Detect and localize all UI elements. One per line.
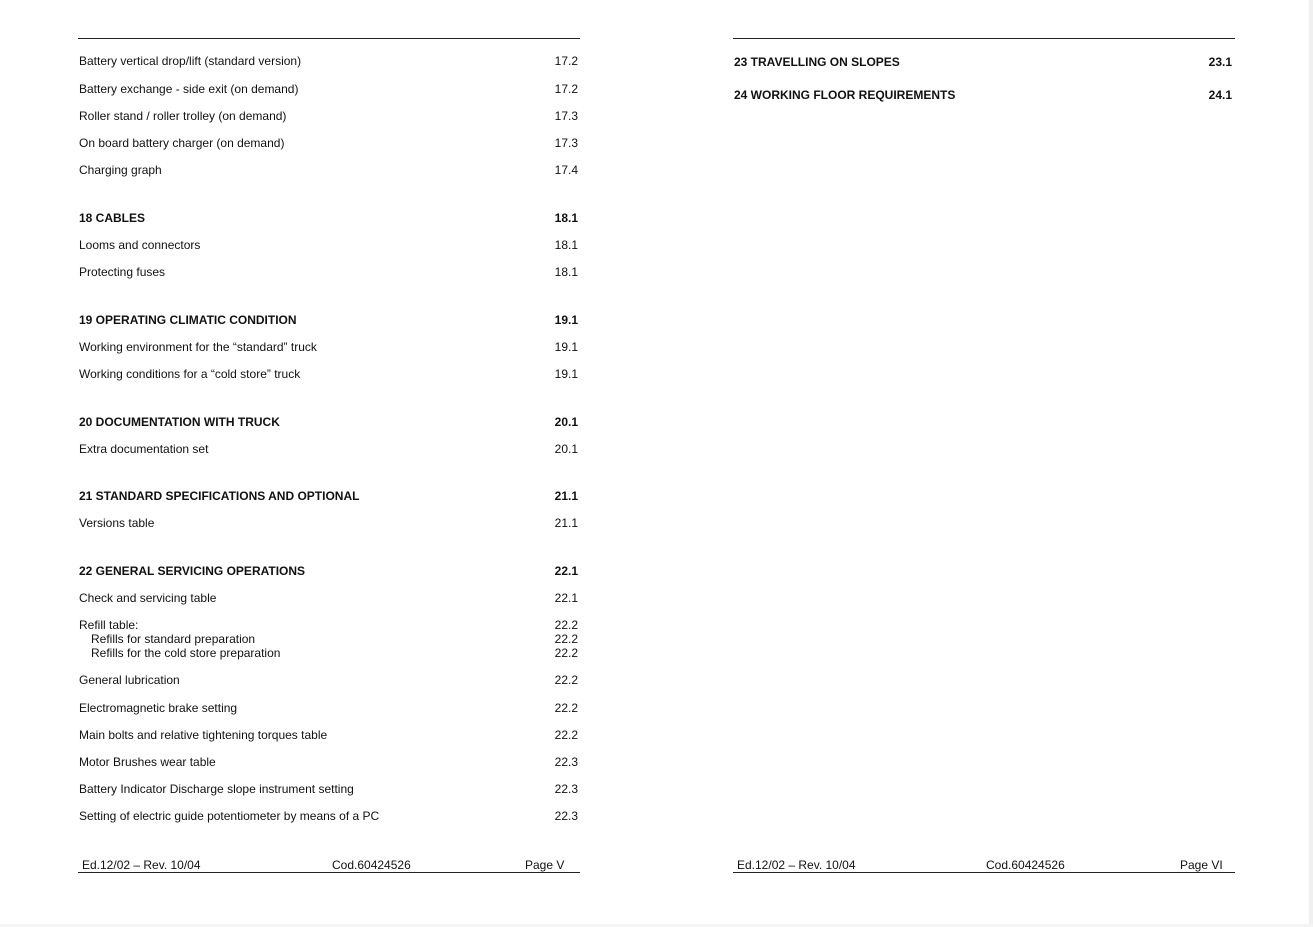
footer-code: Cod.60424526 <box>332 858 411 872</box>
top-rule <box>733 38 1235 39</box>
toc-entry-page: 22.2 <box>554 728 578 742</box>
section-page: 19.1 <box>554 313 578 327</box>
section-page: 21.1 <box>554 489 578 503</box>
section-page: 20.1 <box>554 415 578 429</box>
toc-entry-title: Electromagnetic brake setting <box>79 701 238 715</box>
footer-edition: Ed.12/02 – Rev. 10/04 <box>82 858 201 872</box>
toc-entry-page: 22.3 <box>554 782 578 796</box>
toc-entry-page: 22.2 <box>554 701 578 715</box>
section-page: 23.1 <box>1208 55 1232 69</box>
toc-entry-title: Refills for standard preparation <box>91 632 256 646</box>
section-page: 24.1 <box>1208 88 1232 102</box>
section-title: 21 STANDARD SPECIFICATIONS AND OPTIONAL <box>79 489 360 503</box>
toc-entry-page: 17.3 <box>554 109 578 123</box>
toc-entry-title: Battery Indicator Discharge slope instrument setting <box>79 782 354 796</box>
toc-entry-title: Working environment for the “standard” truck <box>79 340 317 354</box>
toc-entry-page: 21.1 <box>554 516 578 530</box>
section-title: 23 TRAVELLING ON SLOPES <box>734 55 900 69</box>
left-page <box>0 0 656 927</box>
footer-rule <box>733 872 1235 873</box>
viewer-edge <box>1309 0 1313 927</box>
section-title: 20 DOCUMENTATION WITH TRUCK <box>79 415 280 429</box>
toc-entry-title: Charging graph <box>79 163 162 177</box>
section-title: 18 CABLES <box>79 211 146 225</box>
toc-entry-title: General lubrication <box>79 673 180 687</box>
toc-entry-page: 18.1 <box>554 238 578 252</box>
footer-rule <box>78 872 580 873</box>
toc-entry-title: Setting of electric guide potentiometer by means of a PC <box>79 809 380 823</box>
section-title: 24 WORKING FLOOR REQUIREMENTS <box>734 88 956 102</box>
toc-entry-page: 19.1 <box>554 340 578 354</box>
toc-entry-page: 22.3 <box>554 809 578 823</box>
toc-entry-title: Check and servicing table <box>79 591 217 605</box>
footer-code: Cod.60424526 <box>986 858 1065 872</box>
toc-entry-page: 18.1 <box>554 265 578 279</box>
toc-entry-page: 17.2 <box>554 82 578 96</box>
toc-entry-title: Battery exchange - side exit (on demand) <box>79 82 299 96</box>
toc-entry-title: Looms and connectors <box>79 238 201 252</box>
toc-entry-page: 22.1 <box>554 591 578 605</box>
section-page: 18.1 <box>554 211 578 225</box>
toc-entry-page: 22.2 <box>554 673 578 687</box>
footer-page-number: Page VI <box>1180 858 1223 872</box>
toc-entry-page: 22.2 <box>554 632 578 646</box>
toc-entry-title: Refills for the cold store preparation <box>91 646 281 660</box>
toc-entry-title: Battery vertical drop/lift (standard version) <box>79 54 302 68</box>
toc-entry-title: Protecting fuses <box>79 265 166 279</box>
toc-entry-title: Working conditions for a “cold store” truck <box>79 367 301 381</box>
toc-entry-page: 19.1 <box>554 367 578 381</box>
toc-entry-title: On board battery charger (on demand) <box>79 136 285 150</box>
toc-entry-page: 22.2 <box>554 618 578 632</box>
toc-entry-page: 17.4 <box>554 163 578 177</box>
toc-entry-title: Refill table: <box>79 618 139 632</box>
toc-entry-title: Versions table <box>79 516 155 530</box>
section-title: 19 OPERATING CLIMATIC CONDITION <box>79 313 297 327</box>
section-page: 22.1 <box>554 564 578 578</box>
footer-edition: Ed.12/02 – Rev. 10/04 <box>737 858 856 872</box>
toc-entry-title: Roller stand / roller trolley (on demand) <box>79 109 287 123</box>
toc-entry-page: 17.2 <box>554 54 578 68</box>
section-title: 22 GENERAL SERVICING OPERATIONS <box>79 564 306 578</box>
toc-entry-title: Motor Brushes wear table <box>79 755 216 769</box>
toc-entry-page: 17.3 <box>554 136 578 150</box>
top-rule <box>78 38 580 39</box>
toc-entry-page: 20.1 <box>554 442 578 456</box>
toc-entry-page: 22.3 <box>554 755 578 769</box>
toc-entry-title: Main bolts and relative tightening torques table <box>79 728 328 742</box>
footer-page-number: Page V <box>525 858 565 872</box>
toc-entry-page: 22.2 <box>554 646 578 660</box>
right-page <box>656 0 1313 927</box>
toc-entry-title: Extra documentation set <box>79 442 209 456</box>
